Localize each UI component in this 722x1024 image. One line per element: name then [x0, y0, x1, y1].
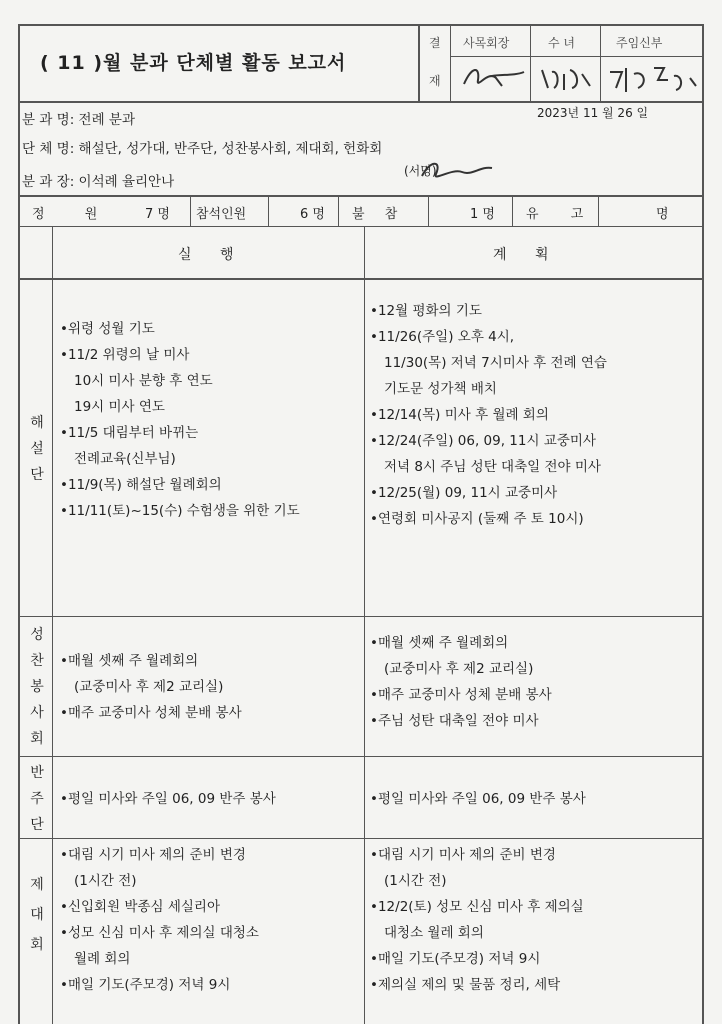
communion-plan: [370, 630, 552, 734]
top-border: [18, 24, 704, 26]
total-label: 정 원: [32, 207, 116, 222]
list-item: •매일 기도(주모경) 저녁 9시: [370, 951, 541, 967]
group-names: 단 체 명: 해설단, 성가대, 반주단, 성찬봉사회, 제대회, 헌화회: [22, 141, 383, 157]
list-item: •평일 미사와 주일 06, 09 반주 봉사: [370, 791, 586, 807]
signature-sister: [538, 62, 598, 96]
report-title: ( 11 )월 분과 단체별 활동 보고서: [40, 52, 347, 74]
list-item: 대청소 월레 회의: [384, 925, 484, 941]
present-label: 참석인원: [196, 207, 247, 222]
list-item: •11/5 대림부터 바뀌는: [60, 425, 199, 441]
division-leader: 분 과 장: 이석례 율리안나: [22, 174, 175, 190]
division-name: 분 과 명: 전례 분과: [22, 112, 136, 128]
list-item: •위령 성월 기도: [60, 321, 155, 337]
accompanists-done: [60, 786, 276, 812]
sign-label: (서명): [404, 164, 437, 178]
list-item: •12월 평화의 기도: [370, 303, 482, 319]
list-item: •신입회원 박종심 세실리아: [60, 899, 220, 915]
list-item: •매월 셋째 주 월례회의: [60, 653, 199, 669]
list-item: •연령회 미사공지 (둘째 주 토 10시): [370, 511, 584, 527]
list-item: •12/25(월) 09, 11시 교중미사: [370, 485, 558, 501]
list-item: •12/14(목) 미사 후 월례 회의: [370, 407, 549, 423]
signature-president: [458, 60, 528, 96]
list-item: •성모 신심 미사 후 제의실 대청소: [60, 925, 259, 941]
right-border: [702, 24, 704, 1024]
list-item: •11/2 위령의 날 미사: [60, 347, 190, 363]
altar-society-done: [60, 842, 259, 998]
list-item: 기도문 성가책 배치: [384, 381, 497, 397]
approval-label-2: 재: [429, 74, 441, 88]
list-item: •11/9(목) 해설단 월례회의: [60, 477, 222, 493]
approver-president: 사목회장: [463, 36, 510, 50]
signature-pastor: [606, 58, 698, 98]
communion-done: [60, 648, 242, 726]
list-item: •주님 성탄 대축일 전야 미사: [370, 713, 539, 729]
list-item: 월례 회의: [74, 951, 131, 967]
list-item: (교중미사 후 제2 교리실): [74, 679, 224, 695]
list-item: (1시간 전): [384, 873, 447, 889]
list-item: •매주 교중미사 성체 분배 봉사: [60, 705, 242, 721]
list-item: •매주 교중미사 성체 분배 봉사: [370, 687, 552, 703]
section-name-commentators: 해 설 단: [30, 415, 44, 483]
list-item: •12/2(토) 성모 신심 미사 후 제의실: [370, 899, 584, 915]
list-item: •매일 기도(주모경) 저녁 9시: [60, 977, 231, 993]
section-name-accompanists: 반 주 단: [30, 765, 44, 833]
list-item: •대림 시기 미사 제의 준비 변경: [60, 847, 246, 863]
altar-society-plan: [370, 842, 584, 998]
column-plan-header: 계 획: [493, 247, 551, 263]
list-item: (교중미사 후 제2 교리실): [384, 661, 534, 677]
list-item: (1시간 전): [74, 873, 137, 889]
list-item: •12/24(주일) 06, 09, 11시 교중미사: [370, 433, 596, 449]
list-item: •평일 미사와 주일 06, 09 반주 봉사: [60, 791, 276, 807]
excused-label: 유 고: [526, 207, 598, 222]
list-item: 전례교육(신부님): [74, 451, 176, 467]
approver-pastor: 주임신부: [616, 36, 663, 50]
left-border: [18, 24, 20, 1024]
present-value: 6 명: [300, 207, 325, 222]
list-item: 10시 미사 분향 후 연도: [74, 373, 213, 389]
absent-value: 1 명: [470, 207, 495, 222]
list-item: 11/30(목) 저녁 7시미사 후 전례 연습: [384, 355, 607, 371]
column-done-header: 실 행: [178, 247, 236, 263]
list-item: •11/26(주일) 오후 4시,: [370, 329, 515, 345]
commentators-plan: [370, 298, 607, 532]
report-date: 2023년 11 월 26 일: [537, 106, 649, 120]
absent-label: 불 참: [352, 207, 406, 222]
approval-label-1: 결: [429, 36, 441, 50]
commentators-done: [60, 316, 300, 524]
accompanists-plan: [370, 786, 586, 812]
total-value: 7 명: [145, 207, 170, 222]
list-item: •11/11(토)~15(수) 수험생을 위한 기도: [60, 503, 300, 519]
list-item: •매월 셋째 주 월례회의: [370, 635, 509, 651]
list-item: 19시 미사 연도: [74, 399, 165, 415]
list-item: 저녁 8시 주님 성탄 대축일 전야 미사: [384, 459, 601, 475]
list-item: •제의실 제의 및 물품 정리, 세탁: [370, 977, 561, 993]
approver-sister: 수 녀: [548, 36, 575, 50]
section-name-altar-society: 제 대 회: [30, 877, 44, 953]
excused-value: 명: [656, 207, 669, 222]
section-name-communion-ministers: 성 찬 봉 사 회: [30, 627, 44, 747]
leader-signature: [418, 156, 496, 186]
list-item: •대림 시기 미사 제의 준비 변경: [370, 847, 556, 863]
